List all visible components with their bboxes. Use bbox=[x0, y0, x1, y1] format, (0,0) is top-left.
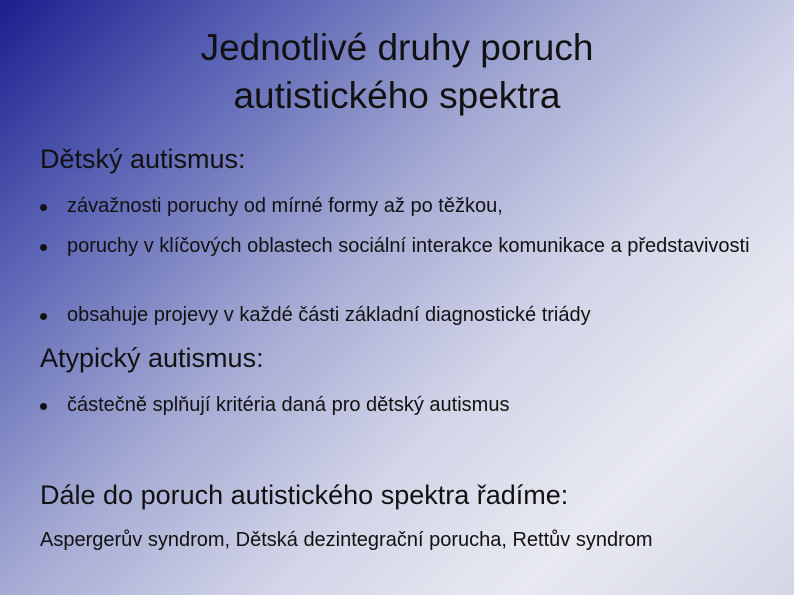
list-item bbox=[40, 302, 750, 329]
further-text: Aspergerův syndrom, Dětská dezintegrační porucha, Rettův syndrom bbox=[40, 529, 653, 551]
slide-title bbox=[60, 24, 734, 120]
slide-title-line-1: Jednotlivé druhy poruch bbox=[200, 27, 594, 68]
bullet-dot-icon bbox=[40, 244, 47, 251]
section-heading-childhood-autism: Dětský autismus: bbox=[40, 144, 246, 174]
slide-title-line-2: autistického spektra bbox=[233, 75, 561, 116]
bullet-dot-icon bbox=[40, 403, 47, 410]
list-item-text: obsahuje projevy v každé části základní diagnostické triády bbox=[67, 304, 591, 326]
list-item-text: závažnosti poruchy od mírné formy až po těžkou, bbox=[67, 195, 503, 217]
list-item bbox=[40, 233, 750, 260]
list-item-text: poruchy v klíčových oblastech sociální interakce komunikace a představivosti bbox=[67, 235, 750, 257]
section-heading-atypical-autism: Atypický autismus: bbox=[40, 343, 264, 373]
bullet-dot-icon bbox=[40, 313, 47, 320]
bullet-dot-icon bbox=[40, 204, 47, 211]
list-item-text: částečně splňují kritéria daná pro dětský autismus bbox=[67, 394, 510, 416]
further-heading: Dále do poruch autistického spektra řadíme: bbox=[40, 480, 569, 510]
list-item bbox=[40, 392, 750, 419]
list-item bbox=[40, 193, 750, 220]
